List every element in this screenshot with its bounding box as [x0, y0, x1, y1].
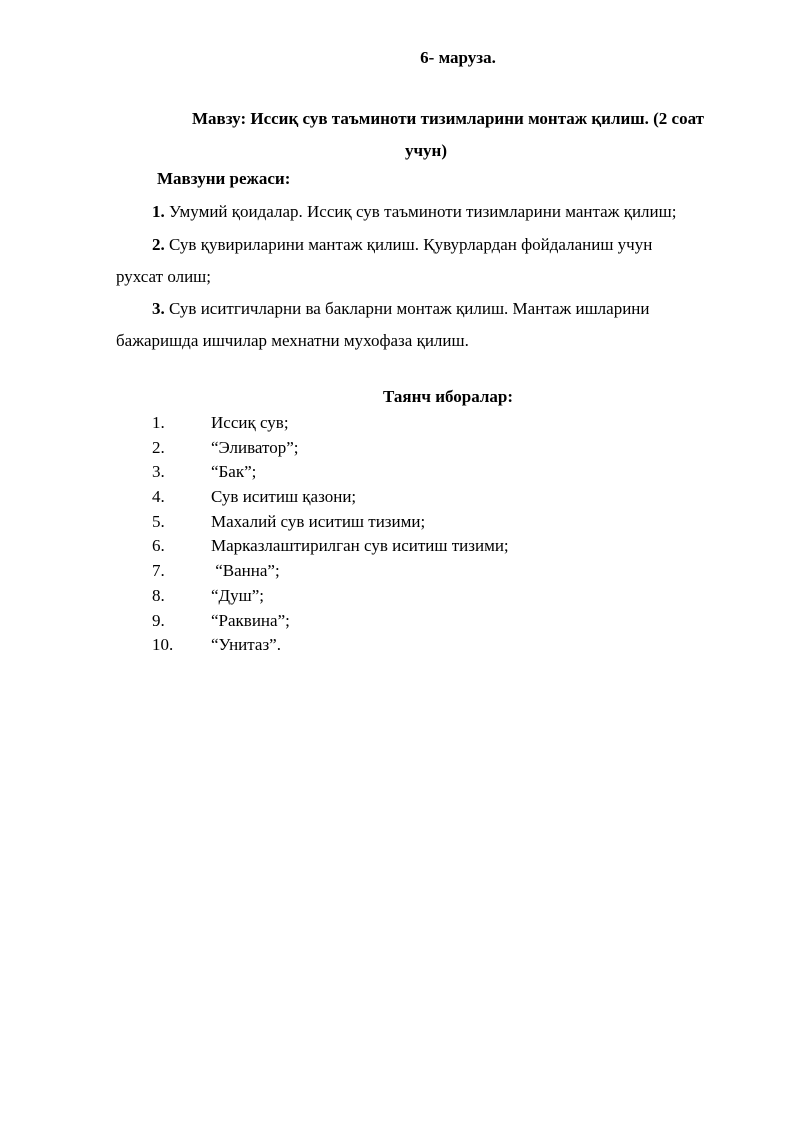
list-item	[152, 460, 509, 485]
list-item-text: “Раквина”;	[211, 610, 290, 630]
plan-item-text: Сув иситгичларни ва бакларни монтаж қилиш. Мантаж ишларини	[164, 299, 650, 318]
list-item	[152, 534, 509, 559]
list-item-number: 6.	[152, 536, 165, 556]
plan-heading: Мавзуни режаси:	[157, 169, 291, 188]
list-item-text: “Бак”;	[211, 462, 257, 482]
topic-title	[116, 103, 736, 167]
list-item-number: 8.	[152, 585, 165, 605]
plan-item-text: Сув қувириларини мантаж қилиш. Қувурлардан фойдаланиш учун	[164, 235, 653, 254]
topic-title-line2: учун)	[404, 141, 448, 160]
plan-item	[116, 293, 736, 357]
list-item	[152, 485, 509, 510]
list-item-number: 4.	[152, 487, 165, 507]
list-item	[152, 584, 509, 609]
plan-item-number: 2.	[152, 235, 165, 254]
list-item	[152, 510, 509, 535]
list-item	[152, 559, 509, 584]
plan-item-number: 3.	[152, 299, 165, 318]
plan-item	[116, 196, 736, 228]
keywords-list	[152, 411, 509, 658]
list-item-text: “Душ”;	[211, 585, 265, 605]
list-item	[152, 411, 509, 436]
list-item-number: 10.	[152, 635, 174, 655]
list-item-number: 2.	[152, 437, 165, 457]
plan-item-number: 1.	[152, 202, 165, 221]
plan-item-continuation: бажаришда ишчилар мехнатни мухофаза қилиш.	[116, 331, 469, 350]
list-item-number: 5.	[152, 511, 165, 531]
plan-item-continuation: рухсат олиш;	[116, 267, 211, 286]
list-item-text: “Унитаз”.	[211, 635, 281, 655]
list-item-text: Махалий сув иситиш тизими;	[211, 511, 426, 531]
list-item-number: 9.	[152, 610, 165, 630]
topic-title-line1: Мавзу: Иссиқ сув таъминоти тизимларини монтаж қилиш. (2 соат	[191, 109, 704, 128]
list-item-text: “Ванна”;	[211, 561, 280, 581]
plan-item	[116, 229, 736, 293]
keywords-heading: Таянч иборалар:	[382, 387, 514, 406]
list-item	[152, 609, 509, 634]
list-item-text: Иссиқ сув;	[211, 413, 289, 432]
list-item	[152, 436, 509, 461]
list-item-number: 3.	[152, 462, 165, 482]
plan-item-text: Умумий қоидалар. Иссиқ сув таъминоти тизимларини мантаж қилиш;	[164, 202, 677, 221]
list-item-number: 1.	[152, 413, 165, 432]
list-item-number: 7.	[152, 561, 165, 581]
list-item	[152, 633, 509, 658]
list-item-text: Марказлаштирилган сув иситиш тизими;	[211, 536, 509, 556]
list-item-text: Сув иситиш қазони;	[211, 487, 357, 507]
list-item-text: “Эливатор”;	[211, 437, 299, 457]
lecture-number: 6- маруза.	[420, 48, 496, 67]
